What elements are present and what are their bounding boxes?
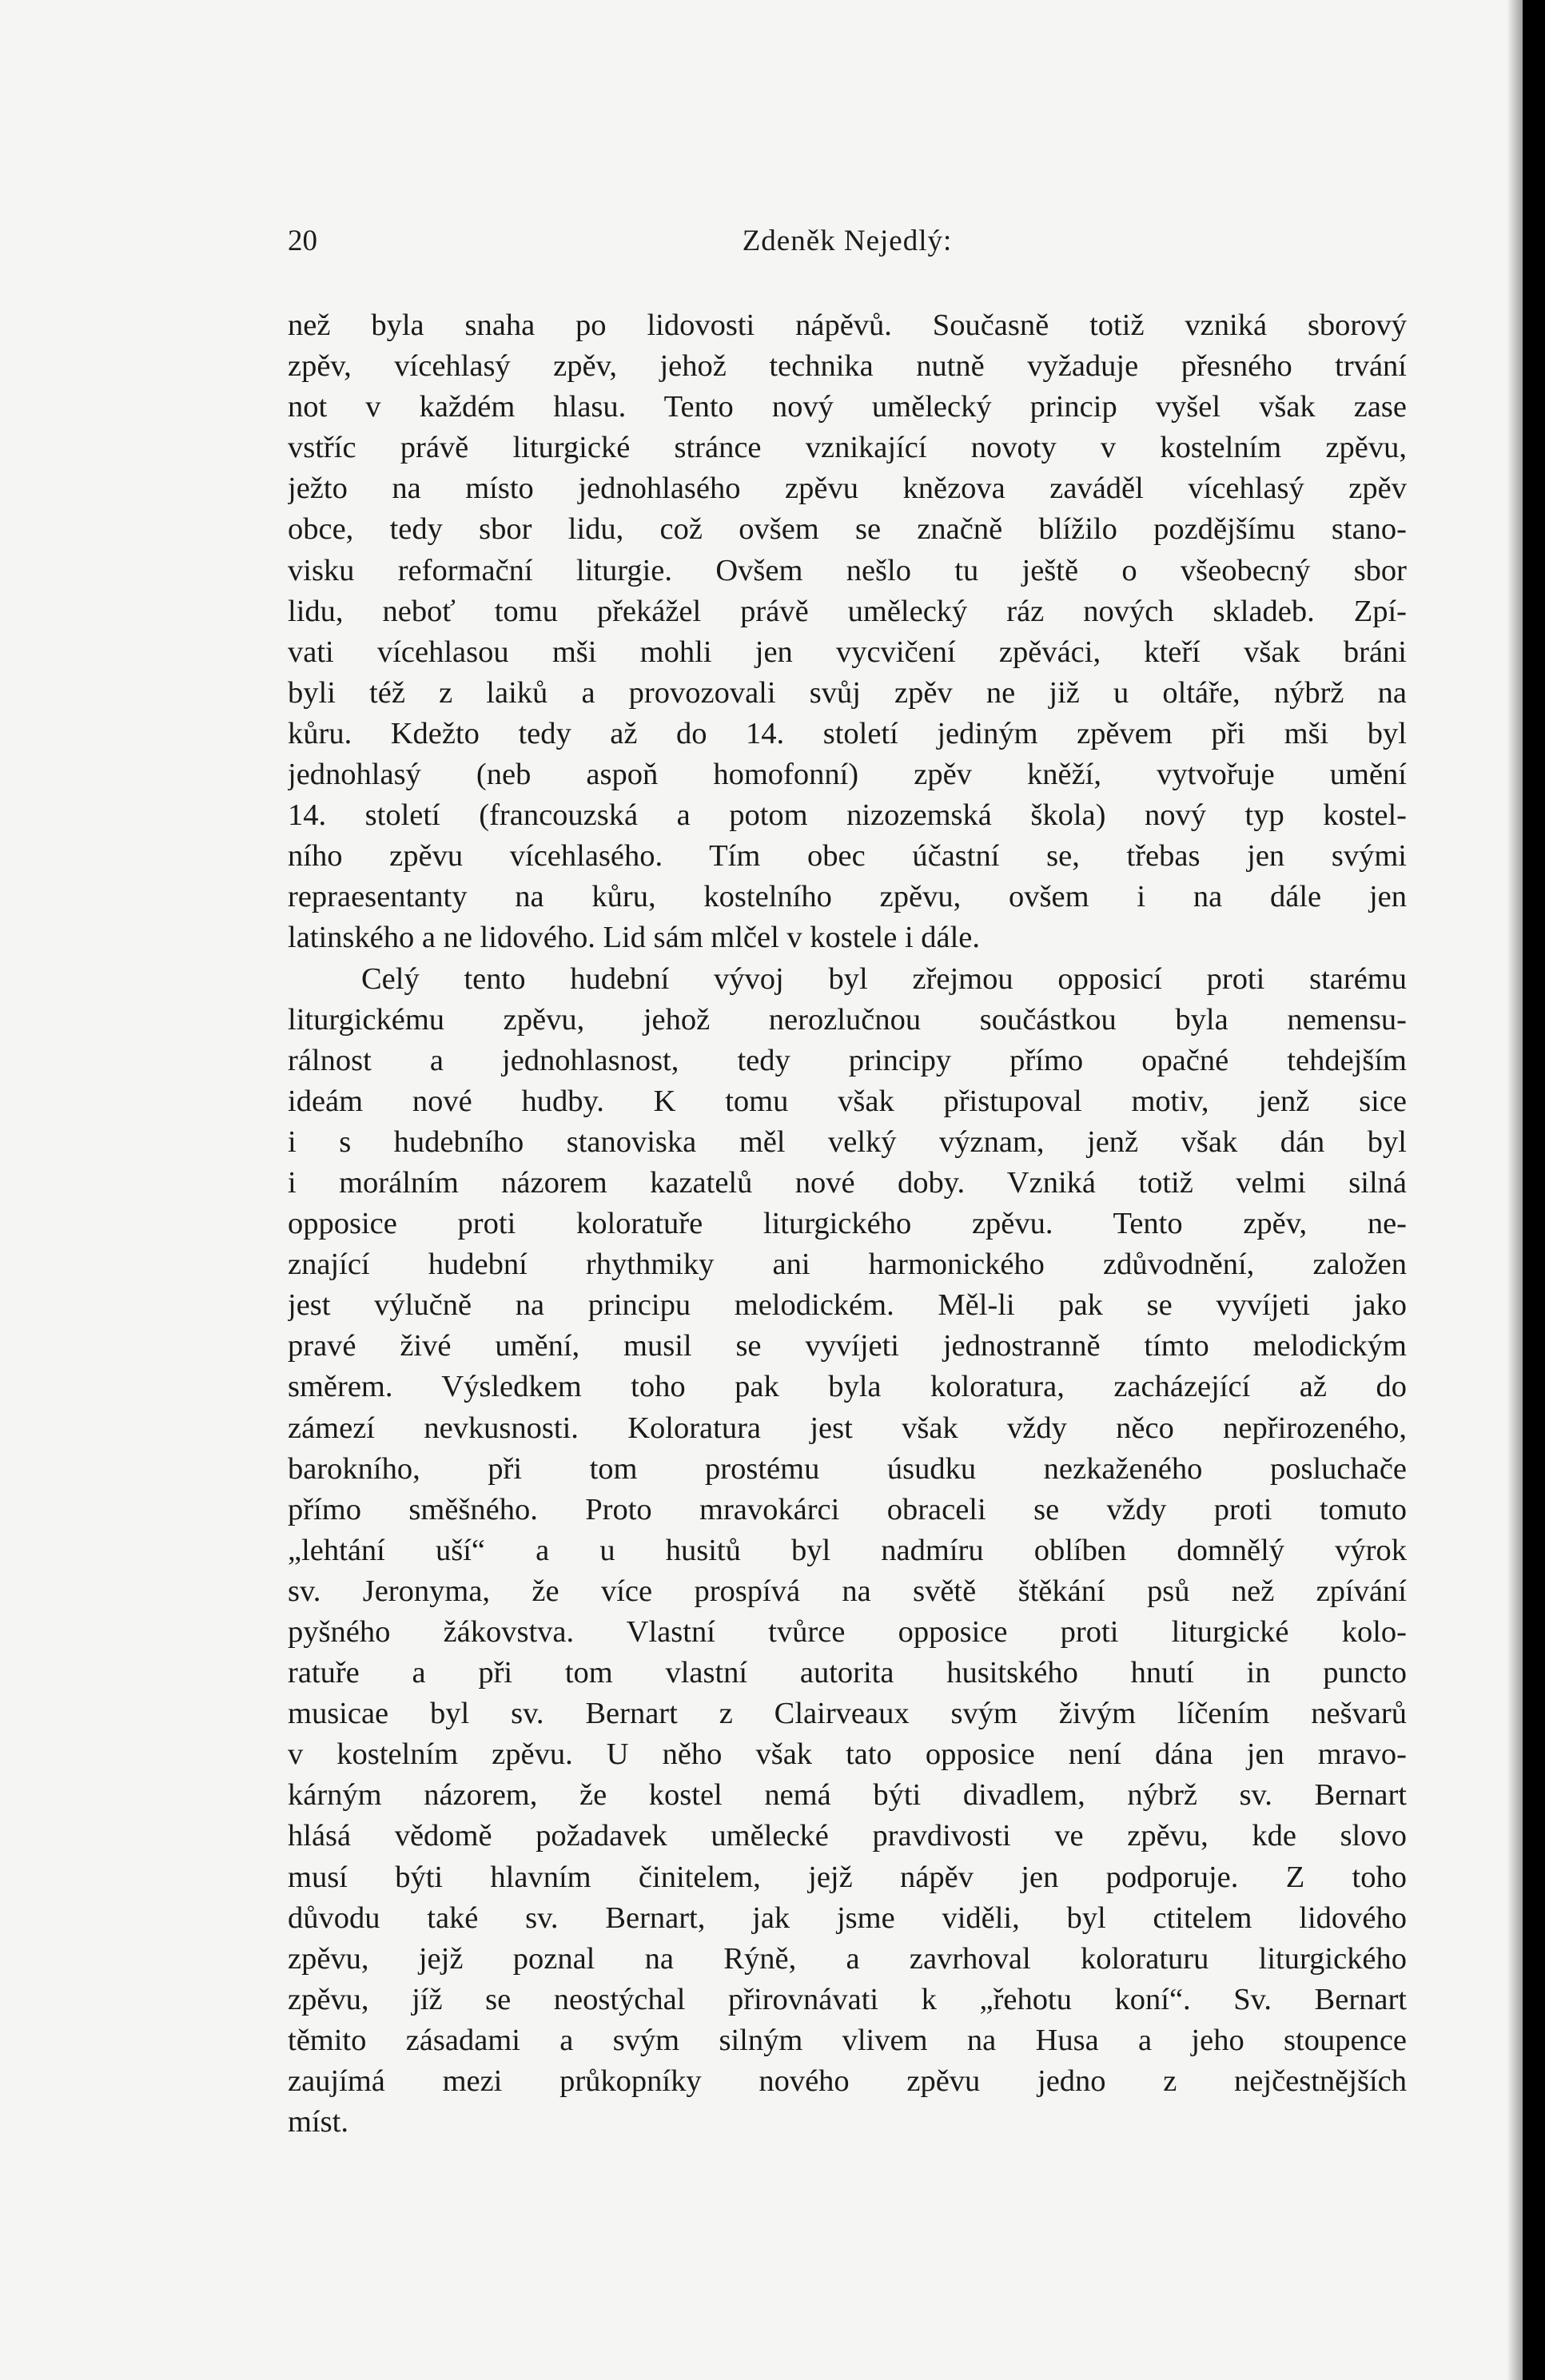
text-line: rálnost a jednohlasnost, tedy principy přímo opačné tehdejším xyxy=(288,1043,1407,1077)
text-line: kůru. Kdežto tedy až do 14. století jediným zpěvem při mši byl xyxy=(288,716,1407,750)
text-line: zpěvu, jejž poznal na Rýně, a zavrhoval koloraturu liturgického xyxy=(288,1941,1407,1976)
text-line: „lehtání uší“ a u husitů byl nadmíru oblíben domnělý výrok xyxy=(288,1533,1407,1567)
text-line: hlásá vědomě požadavek umělecké pravdivosti ve zpěvu, kde slovo xyxy=(288,1819,1407,1853)
page-edge-shadow xyxy=(1507,0,1523,2380)
text-line: vati vícehlasou mši mohli jen vycvičení zpěváci, kteří však bráni xyxy=(288,635,1407,669)
text-line: ideám nové hudby. K tomu však přistupoval motiv, jenž sice xyxy=(288,1084,1407,1118)
text-line: lidu, neboť tomu překážel právě umělecký ráz nových skladeb. Zpí- xyxy=(288,594,1407,628)
text-line: vstříc právě liturgické stránce vznikající novoty v kostelním zpěvu, xyxy=(288,431,1407,465)
text-line: pyšného žákovstva. Vlastní tvůrce opposice proti liturgické kolo- xyxy=(288,1615,1407,1649)
text-line: zámezí nevkusnosti. Koloratura jest však vždy něco nepřirozeného, xyxy=(288,1411,1407,1445)
paragraph xyxy=(288,959,1407,2143)
text-line: ního zpěvu vícehlasého. Tím obec účastní se, třebas jen svými xyxy=(288,839,1407,874)
text-line: musí býti hlavním činitelem, jejž nápěv jen podporuje. Z toho xyxy=(288,1860,1407,1894)
text-line: ratuře a při tom vlastní autorita husitského hnutí in puncto xyxy=(288,1656,1407,1690)
text-line: zpěv, vícehlasý zpěv, jehož technika nutně vyžaduje přesného trvání xyxy=(288,349,1407,384)
text-line: repraesentanty na kůru, kostelního zpěvu, ovšem i na dále jen xyxy=(288,880,1407,914)
text-line: musicae byl sv. Bernart z Clairveaux svým živým líčením nešvarů xyxy=(288,1697,1407,1731)
text-line: 14. století (francouzská a potom nizozemská škola) nový typ kostel- xyxy=(288,798,1407,833)
running-title: Zdeněk Nejedlý: xyxy=(742,225,953,257)
text-line: opposice proti koloratuře liturgického zpěvu. Tento zpěv, ne- xyxy=(288,1207,1407,1241)
text-line: znající hudební rhythmiky ani harmonického zdůvodnění, založen xyxy=(288,1248,1407,1282)
text-line: liturgickému zpěvu, jehož nerozlučnou součástkou byla nemensu- xyxy=(288,1002,1407,1037)
text-line: not v každém hlasu. Tento nový umělecký princip vyšel však zase xyxy=(288,390,1407,424)
text-line: než byla snaha po lidovosti nápěvů. Současně totiž vzniká sborový xyxy=(288,308,1407,342)
text-line: i s hudebního stanoviska měl velký význam, jenž však dán byl xyxy=(288,1124,1407,1159)
text-line: těmito zásadami a svým silným vlivem na Husa a jeho stoupence xyxy=(288,2023,1407,2057)
text-line: důvodu také sv. Bernart, jak jsme viděli, byl ctitelem lidového xyxy=(288,1900,1407,1935)
text-line: kárným názorem, že kostel nemá býti divadlem, nýbrž sv. Bernart xyxy=(288,1778,1407,1813)
paragraph xyxy=(288,305,1407,959)
text-line: i morálním názorem kazatelů nové doby. Vzniká totiž velmi silná xyxy=(288,1165,1407,1200)
text-line: zpěvu, jíž se neostýchal přirovnávati k „řehotu koní“. Sv. Bernart xyxy=(288,1982,1407,2016)
text-line: jest výlučně na principu melodickém. Měl-li pak se vyvíjeti jako xyxy=(288,1288,1407,1323)
text-line: latinského a ne lidového. Lid sám mlčel v kostele i dále. xyxy=(288,921,981,955)
text-line: zaujímá mezi průkopníky nového zpěvu jedno z nejčestnějších xyxy=(288,2064,1407,2099)
text-line: míst. xyxy=(288,2105,348,2139)
text-line: obce, tedy sbor lidu, což ovšem se značně blížilo pozdějšímu stano- xyxy=(288,512,1407,547)
text-line: visku reformační liturgie. Ovšem nešlo tu ještě o všeobecný sbor xyxy=(288,553,1407,587)
text-line: v kostelním zpěvu. U něho však tato opposice není dána jen mravo- xyxy=(288,1737,1407,1772)
text-line: Celý tento hudební vývoj byl zřejmou opposicí proti starému xyxy=(361,961,1407,996)
text-line: směrem. Výsledkem toho pak byla koloratura, zacházející až do xyxy=(288,1370,1407,1404)
text-line: sv. Jeronyma, že více prospívá na světě štěkání psů než zpívání xyxy=(288,1574,1407,1608)
text-line: přímo směšného. Proto mravokárci obraceli se vždy proti tomuto xyxy=(288,1492,1407,1526)
text-line: byli též z laiků a provozovali svůj zpěv ne již u oltáře, nýbrž na xyxy=(288,675,1407,710)
text-line: pravé živé umění, musil se vyvíjeti jednostranně tímto melodickým xyxy=(288,1329,1407,1363)
text-line: jednohlasý (neb aspoň homofonní) zpěv kněží, vytvořuje umění xyxy=(288,758,1407,792)
text-line: ježto na místo jednohlasého zpěvu knězova zaváděl vícehlasý zpěv xyxy=(288,472,1407,506)
body-text xyxy=(288,305,1407,2143)
page-number: 20 xyxy=(288,225,317,257)
text-line: barokního, při tom prostému úsudku nezkaženého posluchače xyxy=(288,1451,1407,1486)
page-header xyxy=(288,224,1407,272)
